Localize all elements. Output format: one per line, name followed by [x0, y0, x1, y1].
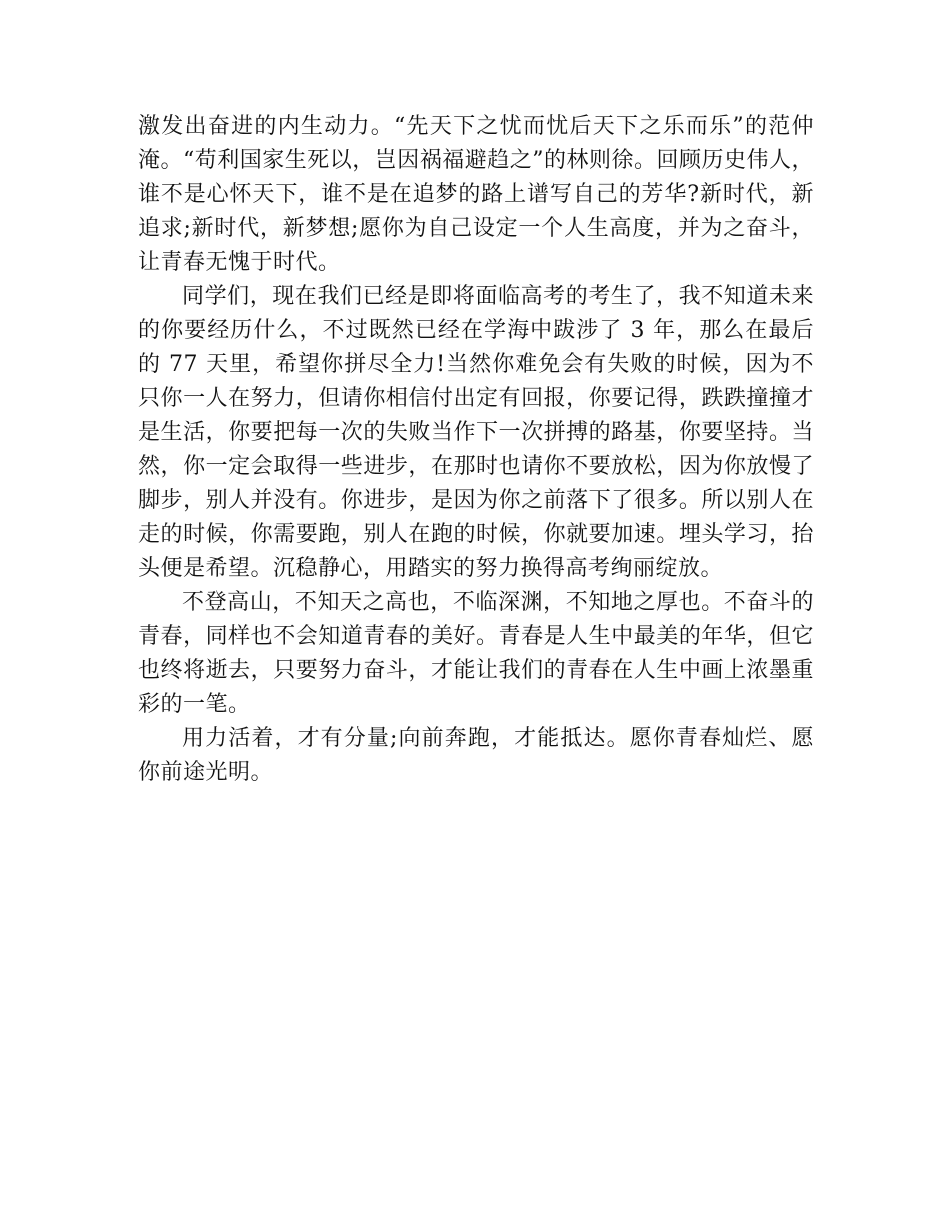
- paragraph-2: 同学们，现在我们已经是即将面临高考的考生了，我不知道未来的你要经历什么，不过既然已经在学海中跋涉了 3 年，那么在最后的 77 天里，希望你拼尽全力!当然你难免会有失败的时候，因为不只你一人在努力，但请你相信付出定有回报，你要记得，跌跌撞撞才是生活，你要把每一次的失败当作下一次拼搏的路基，你要坚持。当然，你一定会取得一些进步，在那时也请你不要放松，因为你放慢了脚步，别人并没有。你进步，是因为你之前落下了很多。所以别人在走的时候，你需要跑，别人在跑的时候，你就要加速。埋头学习，抬头便是希望。沉稳静心，用踏实的努力换得高考绚丽绽放。: [138, 284, 814, 581]
- document-body: [138, 110, 814, 790]
- paragraph-3: 不登高山，不知天之高也，不临深渊，不知地之厚也。不奋斗的青春，同样也不会知道青春的美好。青春是人生中最美的年华，但它也终将逝去，只要努力奋斗，才能让我们的青春在人生中画上浓墨重彩的一笔。: [138, 590, 814, 717]
- paragraph-1: 激发出奋进的内生动力。“先天下之忧而忧后天下之乐而乐”的范仲淹。“苟利国家生死以，岂因祸福避趋之”的林则徐。回顾历史伟人，谁不是心怀天下，谁不是在追梦的路上谱写自己的芳华?新时代，新追求;新时代，新梦想;愿你为自己设定一个人生高度，并为之奋斗，让青春无愧于时代。: [138, 114, 814, 275]
- paragraph-4: 用力活着，才有分量;向前奔跑，才能抵达。愿你青春灿烂、愿你前途光明。: [138, 726, 814, 785]
